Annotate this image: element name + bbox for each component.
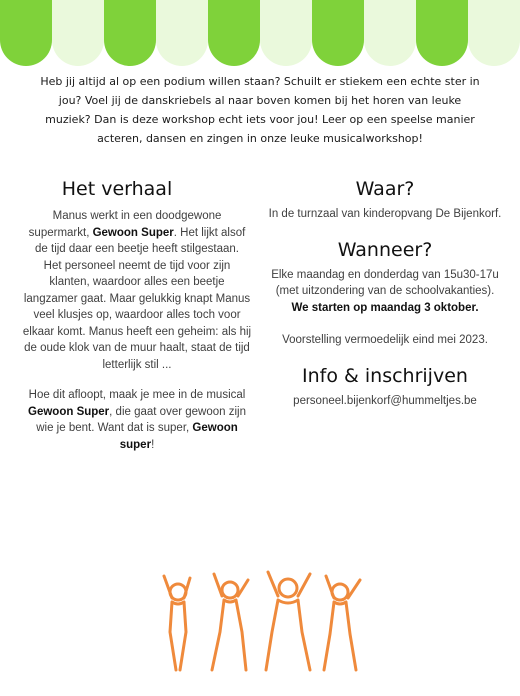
when-text: Elke maandag en donderdag van 15u30-17u (met uitzondering van de schoolvakanties).	[271, 268, 499, 297]
when-heading: Wanneer?	[337, 238, 433, 261]
awning-stripe-green	[0, 0, 52, 66]
awning-stripe-green	[104, 0, 156, 66]
start-date: We starten op maandag 3 oktober.	[291, 301, 479, 314]
awning-stripe-green	[416, 0, 468, 66]
where-text: In de turnzaal van kinderopvang De Bijenkorf.	[268, 208, 502, 220]
where-heading: Waar?	[355, 178, 415, 200]
story-paragraph-3: Hoe dit afloopt, maak je mee in de musical Gewoon Super, die gaat over gewoon zijn wie je bent. Want dat is super, Gewoon super!	[28, 389, 246, 451]
contact-email[interactable]: personeel.bijenkorf@hummeltjes.be	[293, 394, 477, 407]
show-date: Voorstelling vermoedelijk eind mei 2023.	[282, 334, 488, 346]
awning-stripe-green	[312, 0, 364, 66]
awning-stripe-light	[364, 0, 416, 66]
story-heading: Het verhaal	[61, 178, 173, 200]
info-heading: Info & inschrijven	[302, 364, 468, 387]
story-section	[22, 178, 252, 453]
awning-stripe-light	[260, 0, 312, 66]
awning-stripe-light	[468, 0, 520, 66]
story-paragraph-1: Manus werkt in een doodgewone supermarkt, Gewoon Super. Het lijkt alsof de tijd daar een beetje heeft stilgestaan.	[28, 210, 246, 255]
awning-stripe-light	[156, 0, 208, 66]
intro-text: Heb jij altijd al op een podium willen staan? Schuilt er stiekem een echte ster in jou? Voel jij de danskriebels al naar boven komen bij het horen van leuke muziek? Dan is deze workshop echt iets voor jou! Leer op een speelse manier acteren, dansen en zingen in onze leuke musicalworkshop!	[40, 75, 480, 145]
story-paragraph-2: Het personeel neemt de tijd voor zijn klanten, waardoor alles een beetje langzamer gaat. Maar gelukkig knapt Manus veel klusjes op, waardoor alles toch voor elkaar komt. Manus heeft een geheim: als hij de oude klok van de muur haalt, staat de tijd letterlijk stil ...	[22, 259, 252, 371]
awning-icon	[0, 0, 520, 70]
dancing-people-icon	[150, 570, 370, 680]
details-section	[268, 178, 502, 409]
awning-stripe-light	[52, 0, 104, 66]
awning-stripe-green	[208, 0, 260, 66]
